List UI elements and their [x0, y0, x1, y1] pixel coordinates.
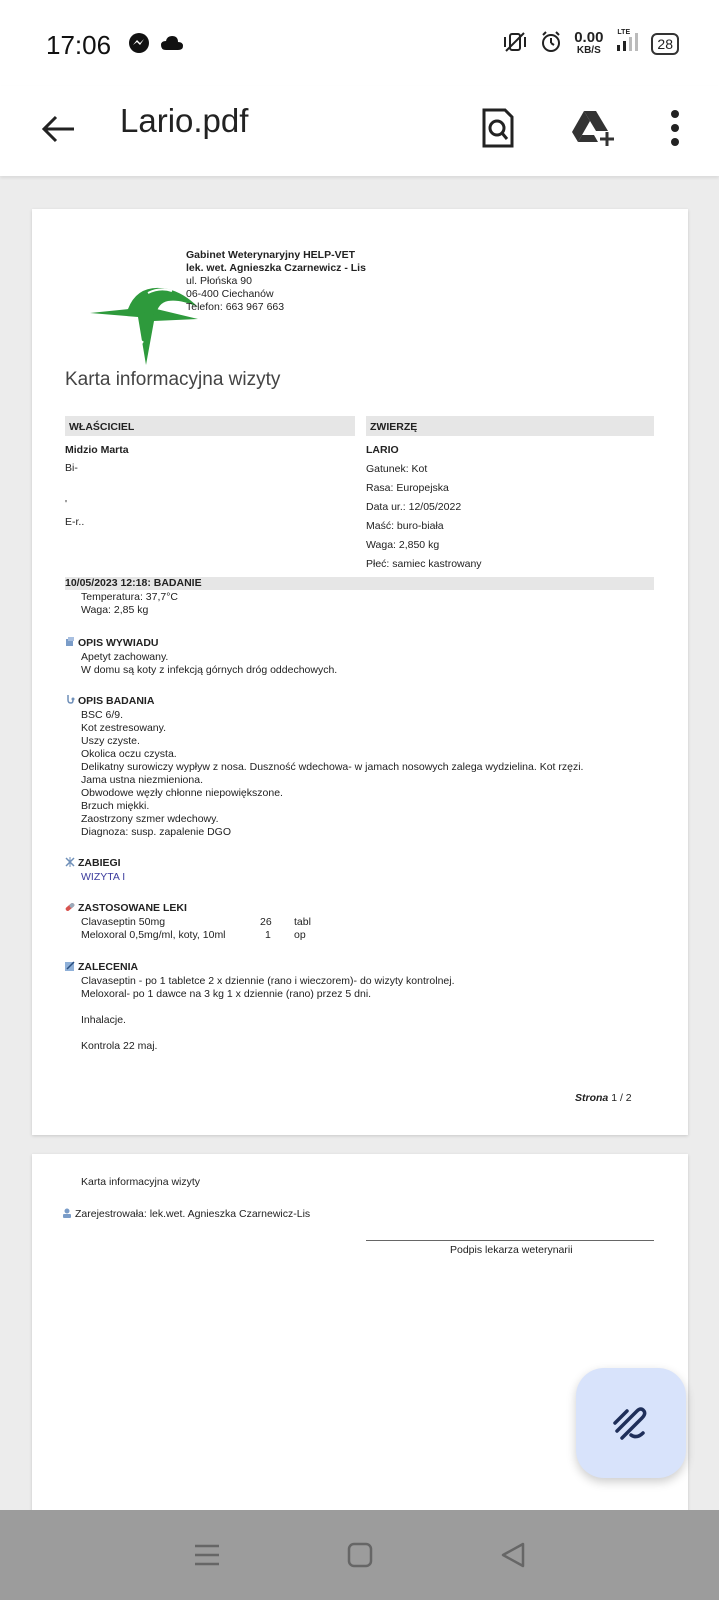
- notepad-icon: [65, 961, 75, 971]
- recommendations-text: [81, 975, 455, 1053]
- pill-icon: [65, 902, 75, 912]
- user-icon: [62, 1208, 72, 1218]
- owner-info: [65, 441, 129, 531]
- add-to-drive-button[interactable]: [565, 100, 621, 156]
- clinic-city: 06-400 Ciechanów: [186, 288, 274, 300]
- more-vert-icon: [670, 109, 680, 147]
- recommendation-line: Meloxoral- po 1 dawce na 3 kg 1 x dziennie (rano) przez 5 dni.: [81, 988, 372, 1000]
- page-number: [575, 1092, 632, 1105]
- exam-line: Okolica oczu czysta.: [81, 748, 177, 760]
- exam-line: Zaostrzony szmer wdechowy.: [81, 813, 219, 825]
- system-icons: [502, 30, 679, 57]
- exam-line: Kot zestresowany.: [81, 722, 167, 734]
- signature-label: Podpis lekarza weterynarii: [450, 1244, 573, 1256]
- back-button[interactable]: [34, 104, 84, 154]
- back-triangle-icon: [500, 1541, 526, 1569]
- edit-sign-icon: [611, 1403, 651, 1443]
- exam-line: Diagnoza: susp. zapalenie DGO: [81, 826, 231, 838]
- exam-line: Jama ustna niezmieniona.: [81, 774, 203, 786]
- registered-by: [62, 1208, 310, 1221]
- drug-row: [81, 916, 165, 929]
- owner-line2: ': [65, 498, 68, 510]
- owner-line3: E-r..: [65, 516, 85, 528]
- animal-header: ZWIERZĘ: [370, 421, 418, 433]
- visit-header: 10/05/2023 12:18: BADANIE: [65, 577, 202, 589]
- exam-header: OPIS BADANIA: [78, 695, 155, 707]
- net-speed-value: 0.00: [574, 29, 604, 46]
- page-label: Strona: [575, 1092, 609, 1104]
- find-in-page-button[interactable]: [470, 100, 526, 156]
- visit-weight: Waga: 2,85 kg: [81, 604, 149, 616]
- messenger-icon: [128, 32, 150, 59]
- exam-line: Obwodowe węzły chłonne niepowiększone.: [81, 787, 283, 799]
- notification-icons: [128, 32, 184, 59]
- find-in-page-icon: [481, 108, 515, 148]
- exam-icon: [65, 695, 75, 705]
- app-bar: [0, 86, 719, 176]
- signal-icon: [615, 31, 639, 56]
- interview-icon: [65, 637, 75, 647]
- signature-line: [366, 1240, 654, 1241]
- net-speed: [574, 30, 603, 57]
- status-bar: [0, 0, 719, 86]
- exam-line: Uszy czyste.: [81, 735, 140, 747]
- animal-name: LARIO: [366, 444, 399, 456]
- registered-text: Zarejestrowała: lek.wet. Agnieszka Czarnewicz-Lis: [75, 1208, 311, 1220]
- exam-line: Delikatny surowiczy wypływ z nosa. Duszność wdechowa- w jamach nosowych zalega wydzielina. Kot rzęzi.: [81, 761, 584, 773]
- back-arrow-icon: [41, 114, 77, 144]
- drug-name: Meloxoral 0,5mg/ml, koty, 10ml: [81, 929, 226, 941]
- app-title: Lario.pdf: [120, 102, 249, 139]
- drug-row: [81, 929, 226, 942]
- page-num: 1 / 2: [611, 1092, 632, 1104]
- animal-weight: Waga: 2,850 kg: [366, 539, 440, 551]
- net-speed-unit: KB/S: [576, 45, 601, 56]
- interview-line: W domu są koty z infekcją górnych dróg oddechowych.: [81, 664, 338, 676]
- exam-text: [81, 709, 583, 839]
- drug-unit: op: [294, 929, 306, 941]
- recommendation-line: Kontrola 22 maj.: [81, 1040, 158, 1052]
- procedures-header: ZABIEGI: [78, 857, 121, 869]
- status-time: 17:06: [46, 30, 112, 60]
- home-square-icon: [347, 1542, 373, 1568]
- sign-edit-fab[interactable]: [576, 1368, 686, 1478]
- owner-line1: Bi-: [65, 462, 78, 474]
- procedures-icon: [65, 857, 75, 867]
- drugs-section: [65, 902, 187, 915]
- recommendations-header: ZALECENIA: [78, 961, 139, 973]
- animal-info: [366, 441, 482, 574]
- visit-temperature: Temperatura: 37,7°C: [81, 591, 178, 603]
- clinic-info: [186, 249, 366, 314]
- animal-sex: Płeć: samiec kastrowany: [366, 558, 482, 570]
- clinic-name: Gabinet Weterynaryjny HELP-VET: [186, 249, 356, 261]
- vibrate-icon: [502, 31, 528, 56]
- document-title: Karta informacyjna wizyty: [65, 369, 281, 390]
- interview-line: Apetyt zachowany.: [81, 651, 169, 663]
- owner-header: WŁAŚCICIEL: [69, 421, 135, 433]
- animal-birth: Data ur.: 12/05/2022: [366, 501, 462, 513]
- animal-breed: Rasa: Europejska: [366, 482, 449, 494]
- drugs-header: ZASTOSOWANE LEKI: [78, 902, 187, 914]
- interview-text: [81, 651, 337, 677]
- battery-icon: 28: [651, 33, 679, 55]
- clinic-street: ul. Płońska 90: [186, 275, 252, 287]
- navigation-bar: [0, 1510, 719, 1600]
- recommendation-line: Inhalacje.: [81, 1014, 126, 1026]
- more-options-button[interactable]: [655, 100, 695, 156]
- clinic-phone: Telefon: 663 967 663: [186, 301, 285, 313]
- exam-line: BSC 6/9.: [81, 709, 124, 721]
- home-button[interactable]: [330, 1525, 390, 1585]
- network-label: LTE: [617, 29, 631, 36]
- drug-unit: tabl: [294, 916, 311, 928]
- drug-qty: 1: [265, 929, 271, 941]
- owner-name: Midzio Marta: [65, 444, 129, 456]
- system-back-button[interactable]: [483, 1525, 543, 1585]
- interview-header: OPIS WYWIADU: [78, 637, 159, 649]
- recommendations-section: [65, 961, 138, 974]
- drug-qty: 26: [260, 916, 272, 928]
- alarm-icon: [540, 31, 562, 56]
- interview-section: [65, 637, 159, 650]
- add-to-drive-icon: [570, 108, 616, 148]
- menu-icon: [193, 1543, 221, 1567]
- exam-section: [65, 695, 154, 708]
- animal-color: Maść: buro-biała: [366, 520, 444, 532]
- recents-button[interactable]: [177, 1525, 237, 1585]
- pdf-page-1: [32, 209, 688, 1135]
- cloud-icon: [160, 34, 184, 57]
- page2-title: Karta informacyjna wizyty: [81, 1176, 201, 1188]
- animal-species: Gatunek: Kot: [366, 463, 428, 475]
- exam-line: Brzuch miękki.: [81, 800, 150, 812]
- clinic-doctor: lek. wet. Agnieszka Czarnewicz - Lis: [186, 262, 366, 274]
- visit-vitals: [81, 591, 178, 617]
- procedures-section: [65, 857, 121, 870]
- recommendation-line: Clavaseptin - po 1 tabletce 2 x dziennie (rano i wieczorem)- do wizyty kontrolnej.: [81, 975, 455, 987]
- drug-name: Clavaseptin 50mg: [81, 916, 166, 928]
- procedure-item: WIZYTA I: [81, 871, 126, 883]
